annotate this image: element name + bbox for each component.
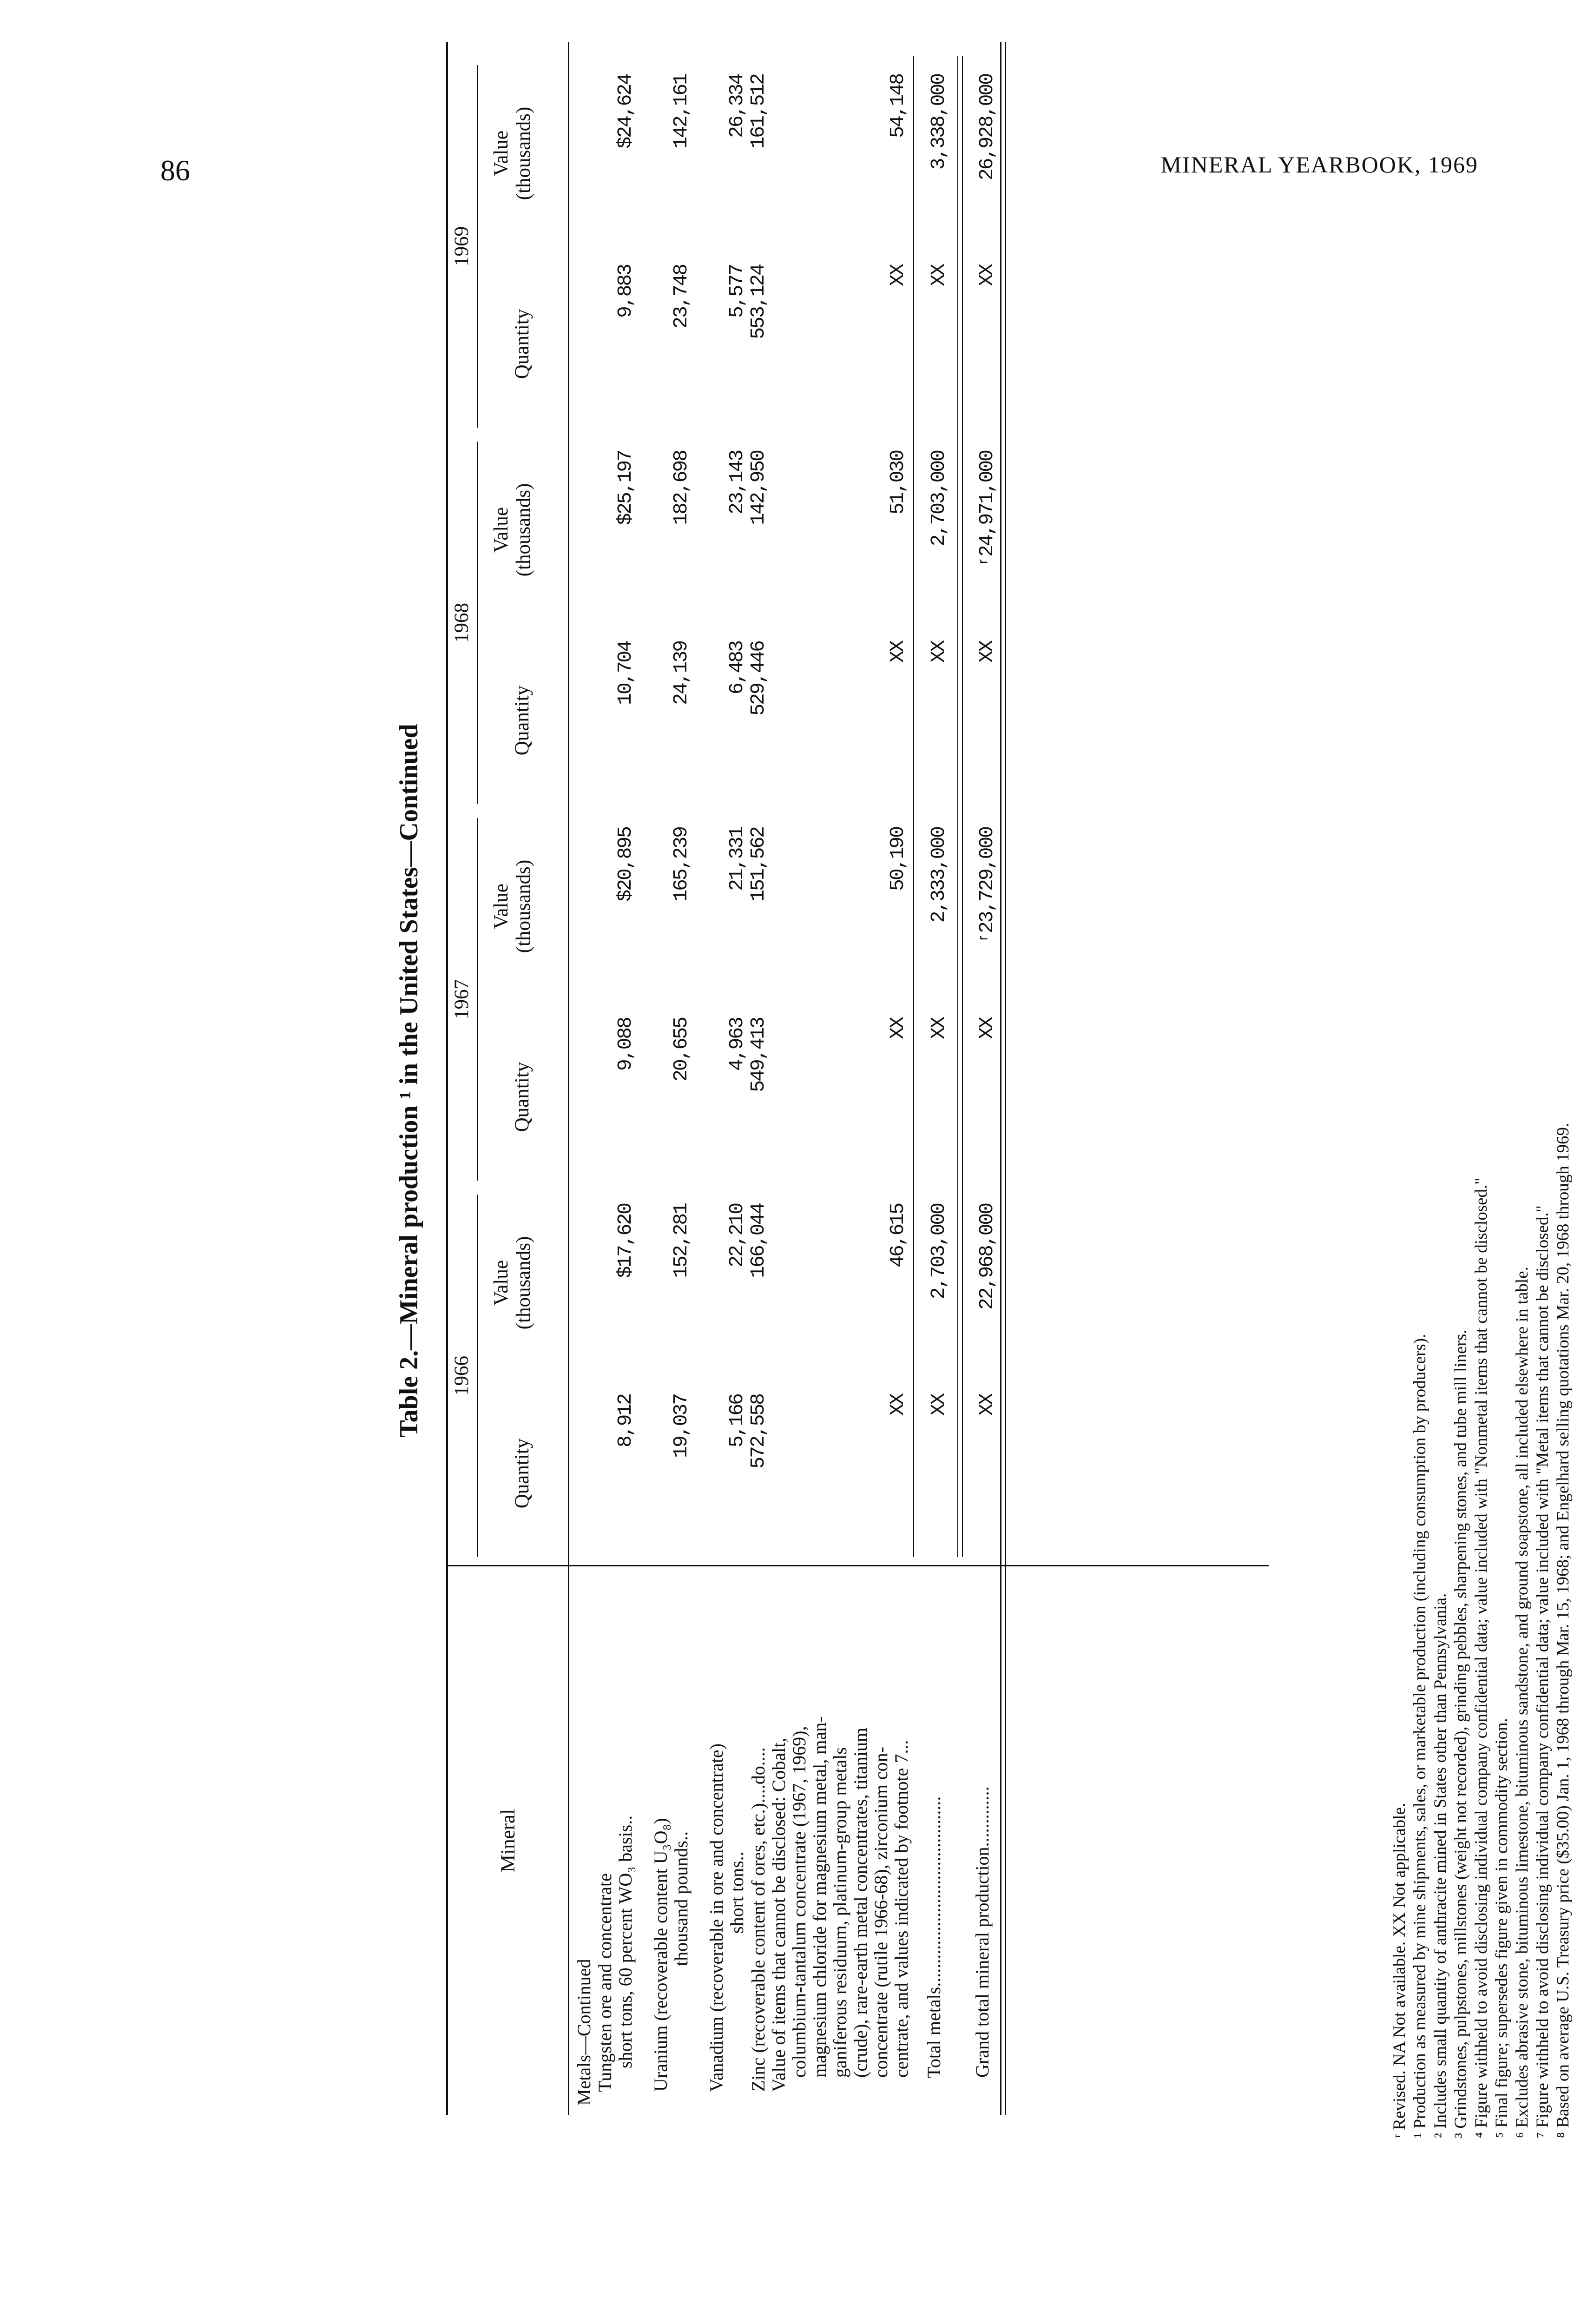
header-year-1966: 1966 bbox=[451, 1356, 473, 1396]
table-cell: XX bbox=[975, 641, 998, 663]
table-cell: XX bbox=[886, 265, 909, 286]
table-cell: 3,338,000 bbox=[927, 74, 950, 170]
header-value-1966: Value (thousands) bbox=[490, 1236, 534, 1330]
table-cell: 142,950 bbox=[747, 451, 770, 525]
table-cell: 5,577 bbox=[725, 265, 748, 318]
table-cell: 5,166 bbox=[725, 1394, 748, 1448]
table-cell: XX bbox=[886, 1018, 909, 1039]
table-cell: 151,562 bbox=[747, 827, 770, 902]
table-cell: 6,483 bbox=[725, 641, 748, 695]
table-cell: XX bbox=[975, 1018, 998, 1039]
table-cell: 572,558 bbox=[747, 1394, 770, 1469]
grand-total-rule-1 bbox=[957, 56, 958, 1557]
table-cell: $17,620 bbox=[614, 1204, 637, 1278]
footnote-6: ⁶ Excludes abrasive stone, bituminous limestone, bituminous sandstone, and ground soapstone, all included elsewhere in table. bbox=[1513, 1267, 1532, 2138]
footnote-4: ⁴ Figure withheld to avoid disclosing individual company confidential data; value included with "Nonmetal items that cannot be disclosed." bbox=[1472, 1177, 1491, 2138]
table-cell: 20,655 bbox=[670, 1018, 692, 1082]
section-label: Metals—Continued bbox=[573, 1959, 594, 2106]
table-cell: XX bbox=[927, 641, 950, 663]
table-cell: 8,912 bbox=[614, 1394, 637, 1448]
year-underline-1966 bbox=[477, 1195, 478, 1557]
row-label-zinc: Zinc (recoverable content of ores, etc.)....do.... bbox=[748, 1747, 769, 2106]
table-cell: 21,331 bbox=[725, 827, 748, 891]
table-cell: XX bbox=[886, 1394, 909, 1416]
table-cell: 142,161 bbox=[670, 74, 692, 149]
table-cell: 529,446 bbox=[747, 641, 770, 716]
table-cell: XX bbox=[927, 265, 950, 286]
table-cell: XX bbox=[975, 1394, 998, 1416]
table-cell: 553,124 bbox=[747, 265, 770, 339]
table-cell: XX bbox=[927, 1394, 950, 1416]
mineral-column-divider bbox=[446, 1565, 1269, 1566]
row-label-undisclosed-value: Value of items that cannot be disclosed: Cobalt, columbium-tantalum concentrate (1967, 1969), magnesium chloride for magnesium metal, man- ganiferous residuum, platinum-group metals (crude), rare-earth metal concentrates, titanium concentrate (rutile 1966-68), zirconium con- centrate, and values indicated by footnote 7... bbox=[768, 1716, 912, 2092]
year-underline-1967 bbox=[477, 818, 478, 1181]
footnote-2: ² Includes small quantity of anthracite mined in States other than Pennsylvania. bbox=[1431, 1593, 1450, 2138]
total-metals-rule bbox=[913, 56, 914, 1557]
table-cell: 19,037 bbox=[670, 1394, 692, 1458]
table-cell: 22,210 bbox=[725, 1204, 748, 1268]
year-underline-1969 bbox=[477, 65, 478, 428]
table-cell: $25,197 bbox=[614, 451, 637, 525]
table-cell: $24,624 bbox=[614, 74, 637, 149]
header-value-1969: Value (thousands) bbox=[490, 106, 534, 200]
row-label-total-metals: Total metals......................................... bbox=[923, 1796, 944, 2106]
header-year-1967: 1967 bbox=[451, 979, 473, 1019]
header-quantity-1966: Quantity bbox=[511, 1438, 533, 1509]
page-number: 86 bbox=[160, 154, 190, 187]
header-year-1968: 1968 bbox=[451, 603, 473, 643]
table-cell: 9,883 bbox=[614, 265, 637, 318]
header-bottom-rule bbox=[568, 42, 569, 2115]
table-cell: 161,512 bbox=[747, 74, 770, 149]
table-cell: 23,143 bbox=[725, 451, 748, 515]
table-cell: 46,615 bbox=[886, 1204, 909, 1268]
header-quantity-1969: Quantity bbox=[511, 309, 533, 379]
table-bottom-rule-1 bbox=[1000, 42, 1001, 2115]
table-cell: 22,968,000 bbox=[975, 1204, 998, 1310]
table-cell: XX bbox=[975, 265, 998, 286]
table-cell: 10,704 bbox=[614, 641, 637, 705]
footnote-3: ³ Grindstones, pulpstones, millstones (weight not recorded), grinding pebbles, sharpening stones, and tube mill liners. bbox=[1451, 1329, 1470, 2138]
table-cell: 2,703,000 bbox=[927, 1204, 950, 1300]
table-cell: 2,703,000 bbox=[927, 451, 950, 547]
footnote-5: ⁵ Final figure; supersedes figure given in commodity section. bbox=[1492, 1718, 1511, 2138]
table-cell: ʳ24,971,000 bbox=[975, 451, 998, 568]
table-cell: 549,413 bbox=[747, 1018, 770, 1092]
header-value-1968: Value (thousands) bbox=[490, 483, 534, 577]
row-label-vanadium: Vanadium (recoverable in ore and concentrate) short tons.. bbox=[706, 1743, 747, 2092]
row-label-tungsten: Tungsten ore and concentrate short tons, 60 percent WO₃ basis.. bbox=[594, 1815, 636, 2092]
table-cell: 50,190 bbox=[886, 827, 909, 891]
table-title: Table 2.—Mineral production ¹ in the United States—Continued bbox=[395, 724, 423, 1438]
header-year-1969: 1969 bbox=[451, 226, 473, 266]
row-label-uranium: Uranium (recoverable content U₃O₈) thousand pounds.. bbox=[650, 1818, 692, 2092]
header-quantity-1967: Quantity bbox=[511, 1062, 533, 1132]
table-cell: 152,281 bbox=[670, 1204, 692, 1278]
header-mineral: Mineral bbox=[497, 1809, 519, 1873]
table-cell: 182,698 bbox=[670, 451, 692, 525]
table-cell: 165,239 bbox=[670, 827, 692, 902]
table-cell: 26,334 bbox=[725, 74, 748, 138]
row-label-grand-total: Grand total mineral production............. bbox=[972, 1786, 993, 2106]
top-rule bbox=[446, 42, 448, 2115]
footnote-8: ⁸ Based on average U.S. Treasury price ($35.00) Jan. 1, 1968 through Mar. 15, 1968; and Engelhard selling quotations Mar. 20, 1968 through 1969. bbox=[1554, 1122, 1573, 2138]
table-cell: 4,963 bbox=[725, 1018, 748, 1071]
table-cell: 9,088 bbox=[614, 1018, 637, 1071]
footnotes bbox=[1390, 46, 1574, 2138]
table-cell: 26,928,000 bbox=[975, 74, 998, 181]
table-cell: ʳ23,729,000 bbox=[975, 827, 998, 944]
year-underline-1968 bbox=[477, 442, 478, 804]
header-quantity-1968: Quantity bbox=[511, 685, 533, 756]
table-cell: 54,148 bbox=[886, 74, 909, 138]
table-cell: 23,748 bbox=[670, 265, 692, 329]
table-cell: 51,030 bbox=[886, 451, 909, 515]
rotated-table bbox=[386, 5, 1594, 2157]
header-value-1967: Value (thousands) bbox=[490, 859, 534, 953]
table-cell: XX bbox=[886, 641, 909, 663]
footnote-1: ¹ Production as measured by mine shipments, sales, or marketable production (including consumption by producers). bbox=[1410, 1334, 1429, 2138]
table-cell: 24,139 bbox=[670, 641, 692, 705]
running-head: MINERAL YEARBOOK, 1969 bbox=[1160, 152, 1478, 178]
grand-total-rule-2 bbox=[962, 56, 963, 1557]
table-bottom-rule-2 bbox=[1005, 42, 1006, 2115]
footnote-revised: ʳ Revised. NA Not available. XX Not applicable. bbox=[1390, 1802, 1409, 2138]
table-cell: 166,044 bbox=[747, 1204, 770, 1278]
table-cell: $20,895 bbox=[614, 827, 637, 902]
footnote-7: ⁷ Figure withheld to avoid disclosing individual company confidential data; value included with "Metal items that cannot be disclosed." bbox=[1533, 1205, 1552, 2138]
table-cell: XX bbox=[927, 1018, 950, 1039]
table-cell: 2,333,000 bbox=[927, 827, 950, 923]
